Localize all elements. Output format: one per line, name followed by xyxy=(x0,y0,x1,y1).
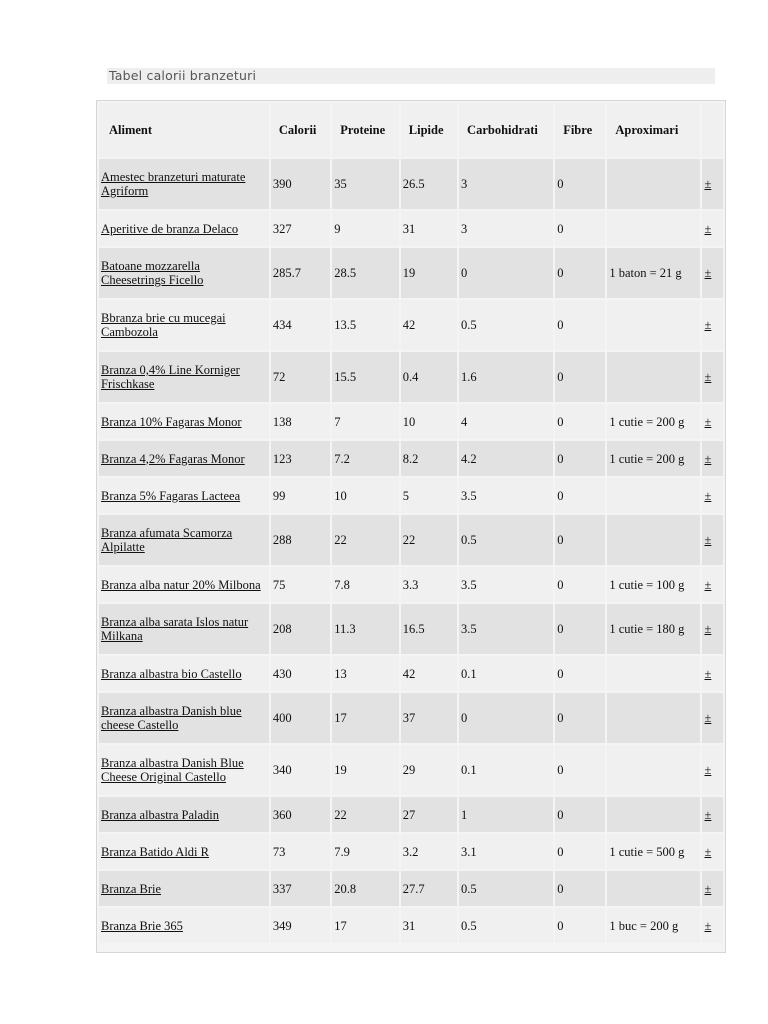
cell-expand xyxy=(702,300,723,350)
cell-proteine: 13 xyxy=(332,656,399,691)
cell-fibre: 0 xyxy=(555,604,605,654)
cell-expand xyxy=(702,693,723,743)
header-aproximari: Aproximari xyxy=(607,103,700,157)
cell-lipide: 10 xyxy=(401,404,457,439)
food-link[interactable]: Amestec branzeturi maturate Agriform xyxy=(101,170,246,198)
food-link[interactable]: Branza Brie 365 xyxy=(101,918,183,933)
cell-lipide: 31 xyxy=(401,908,457,943)
cell-calorii: 138 xyxy=(271,404,330,439)
cell-proteine: 17 xyxy=(332,908,399,943)
cell-calorii: 73 xyxy=(271,834,330,869)
cell-aproximari xyxy=(607,352,700,402)
cell-proteine: 35 xyxy=(332,159,399,209)
cell-carbohidrati: 4 xyxy=(459,404,553,439)
cell-lipide: 3.2 xyxy=(401,834,457,869)
cell-calorii: 400 xyxy=(271,693,330,743)
cell-aliment xyxy=(99,797,269,832)
food-link[interactable]: Branza Brie xyxy=(101,881,162,896)
expand-toggle[interactable]: ± xyxy=(704,918,712,933)
cell-lipide: 26.5 xyxy=(401,159,457,209)
cell-lipide: 42 xyxy=(401,300,457,350)
expand-toggle[interactable]: ± xyxy=(704,221,712,236)
cell-proteine: 17 xyxy=(332,693,399,743)
cell-aproximari xyxy=(607,797,700,832)
cell-proteine: 20.8 xyxy=(332,871,399,906)
cell-aproximari: 1 cutie = 500 g xyxy=(607,834,700,869)
expand-toggle[interactable]: ± xyxy=(704,318,712,332)
expand-toggle[interactable]: ± xyxy=(704,577,712,592)
cell-aproximari: 1 cutie = 200 g xyxy=(607,404,700,439)
table-row xyxy=(99,745,723,795)
header-proteine: Proteine xyxy=(332,103,399,157)
cell-aliment xyxy=(99,300,269,350)
cell-expand xyxy=(702,441,723,476)
expand-toggle[interactable]: ± xyxy=(704,711,712,725)
header-aliment: Aliment xyxy=(99,103,269,157)
page-title: Tabel calorii branzeturi xyxy=(107,68,715,84)
calorie-table-container xyxy=(96,100,726,953)
cell-calorii: 430 xyxy=(271,656,330,691)
table-row xyxy=(99,515,723,565)
expand-toggle[interactable]: ± xyxy=(704,177,712,191)
cell-fibre: 0 xyxy=(555,834,605,869)
food-link[interactable]: Branza 10% Fagaras Monor xyxy=(101,414,242,429)
cell-aliment xyxy=(99,404,269,439)
cell-carbohidrati: 3 xyxy=(459,159,553,209)
cell-proteine: 22 xyxy=(332,515,399,565)
cell-aliment xyxy=(99,248,269,298)
cell-carbohidrati: 0.1 xyxy=(459,745,553,795)
cell-proteine: 13.5 xyxy=(332,300,399,350)
cell-fibre: 0 xyxy=(555,248,605,298)
cell-carbohidrati: 3.5 xyxy=(459,478,553,513)
cell-lipide: 3.3 xyxy=(401,567,457,602)
cell-aliment xyxy=(99,441,269,476)
cell-calorii: 327 xyxy=(271,211,330,246)
cell-carbohidrati: 1 xyxy=(459,797,553,832)
cell-calorii: 288 xyxy=(271,515,330,565)
expand-toggle[interactable]: ± xyxy=(704,622,712,636)
cell-aproximari xyxy=(607,211,700,246)
table-row xyxy=(99,797,723,832)
header-expand xyxy=(702,103,723,157)
cell-aproximari xyxy=(607,656,700,691)
food-link[interactable]: Branza albastra Danish blue cheese Castello xyxy=(101,704,242,732)
cell-calorii: 337 xyxy=(271,871,330,906)
cell-expand xyxy=(702,478,723,513)
cell-aproximari: 1 buc = 200 g xyxy=(607,908,700,943)
cell-fibre: 0 xyxy=(555,211,605,246)
cell-fibre: 0 xyxy=(555,693,605,743)
expand-toggle[interactable]: ± xyxy=(704,488,712,503)
cell-lipide: 22 xyxy=(401,515,457,565)
cell-lipide: 37 xyxy=(401,693,457,743)
cell-lipide: 8.2 xyxy=(401,441,457,476)
cell-proteine: 7 xyxy=(332,404,399,439)
cell-calorii: 123 xyxy=(271,441,330,476)
cell-carbohidrati: 0 xyxy=(459,693,553,743)
cell-carbohidrati: 1.6 xyxy=(459,352,553,402)
cell-expand xyxy=(702,656,723,691)
cell-calorii: 340 xyxy=(271,745,330,795)
food-link[interactable]: Batoane mozzarella Cheesetrings Ficello xyxy=(101,259,204,287)
table-row xyxy=(99,871,723,906)
cell-carbohidrati: 0 xyxy=(459,248,553,298)
cell-calorii: 285.7 xyxy=(271,248,330,298)
food-link[interactable]: Branza alba natur 20% Milbona xyxy=(101,577,261,592)
cell-calorii: 75 xyxy=(271,567,330,602)
cell-aproximari xyxy=(607,515,700,565)
header-lipide: Lipide xyxy=(401,103,457,157)
cell-expand xyxy=(702,515,723,565)
cell-fibre: 0 xyxy=(555,159,605,209)
food-link[interactable]: Branza Batido Aldi R xyxy=(101,844,209,859)
food-link[interactable]: Branza 5% Fagaras Lacteea xyxy=(101,488,241,503)
cell-proteine: 7.2 xyxy=(332,441,399,476)
cell-carbohidrati: 3.5 xyxy=(459,567,553,602)
food-link[interactable]: Branza 0,4% Line Korniger Frischkase xyxy=(101,363,240,391)
cell-aproximari xyxy=(607,693,700,743)
cell-lipide: 0.4 xyxy=(401,352,457,402)
cell-expand xyxy=(702,871,723,906)
table-header-row xyxy=(99,103,723,157)
cell-fibre: 0 xyxy=(555,656,605,691)
cell-proteine: 19 xyxy=(332,745,399,795)
cell-lipide: 27 xyxy=(401,797,457,832)
food-link[interactable]: Bbranza brie cu mucegai Cambozola xyxy=(101,311,226,339)
cell-fibre: 0 xyxy=(555,404,605,439)
cell-aproximari: 1 cutie = 100 g xyxy=(607,567,700,602)
cell-aliment xyxy=(99,159,269,209)
cell-expand xyxy=(702,404,723,439)
food-link[interactable]: Branza albastra Paladin xyxy=(101,807,220,822)
cell-expand xyxy=(702,248,723,298)
cell-aliment xyxy=(99,908,269,943)
table-row xyxy=(99,441,723,476)
cell-expand xyxy=(702,211,723,246)
food-link[interactable]: Branza afumata Scamorza Alpilatte xyxy=(101,526,233,554)
cell-lipide: 42 xyxy=(401,656,457,691)
cell-expand xyxy=(702,908,723,943)
expand-toggle[interactable]: ± xyxy=(704,881,712,896)
cell-fibre: 0 xyxy=(555,797,605,832)
header-calorii: Calorii xyxy=(271,103,330,157)
cell-aliment xyxy=(99,352,269,402)
cell-aliment xyxy=(99,478,269,513)
cell-fibre: 0 xyxy=(555,478,605,513)
expand-toggle[interactable]: ± xyxy=(704,533,712,547)
cell-aliment xyxy=(99,871,269,906)
header-fibre: Fibre xyxy=(555,103,605,157)
cell-aproximari: 1 cutie = 200 g xyxy=(607,441,700,476)
expand-toggle[interactable]: ± xyxy=(704,266,712,280)
cell-expand xyxy=(702,604,723,654)
cell-fibre: 0 xyxy=(555,567,605,602)
cell-proteine: 7.8 xyxy=(332,567,399,602)
food-link[interactable]: Aperitive de branza Delaco xyxy=(101,221,239,236)
table-row xyxy=(99,478,723,513)
cell-aliment xyxy=(99,693,269,743)
cell-proteine: 15.5 xyxy=(332,352,399,402)
table-row xyxy=(99,211,723,246)
cell-aliment xyxy=(99,515,269,565)
cell-aliment xyxy=(99,745,269,795)
table-row xyxy=(99,604,723,654)
table-row xyxy=(99,693,723,743)
table-row xyxy=(99,656,723,691)
cell-lipide: 5 xyxy=(401,478,457,513)
cell-aliment xyxy=(99,567,269,602)
cell-aproximari: 1 cutie = 180 g xyxy=(607,604,700,654)
cell-aproximari: 1 baton = 21 g xyxy=(607,248,700,298)
cell-proteine: 9 xyxy=(332,211,399,246)
cell-carbohidrati: 3.1 xyxy=(459,834,553,869)
cell-carbohidrati: 0.5 xyxy=(459,908,553,943)
cell-lipide: 19 xyxy=(401,248,457,298)
expand-toggle[interactable]: ± xyxy=(704,414,712,429)
food-link[interactable]: Branza 4,2% Fagaras Monor xyxy=(101,451,245,466)
cell-aliment xyxy=(99,211,269,246)
cell-carbohidrati: 0.5 xyxy=(459,871,553,906)
cell-calorii: 390 xyxy=(271,159,330,209)
table-row xyxy=(99,908,723,943)
table-row xyxy=(99,834,723,869)
cell-fibre: 0 xyxy=(555,515,605,565)
cell-carbohidrati: 0.1 xyxy=(459,656,553,691)
cell-lipide: 16.5 xyxy=(401,604,457,654)
cell-expand xyxy=(702,745,723,795)
cell-calorii: 99 xyxy=(271,478,330,513)
cell-proteine: 11.3 xyxy=(332,604,399,654)
header-carbohidrati: Carbohidrati xyxy=(459,103,553,157)
cell-aliment xyxy=(99,656,269,691)
cell-aliment xyxy=(99,834,269,869)
table-row xyxy=(99,248,723,298)
expand-toggle[interactable]: ± xyxy=(704,763,712,777)
cell-expand xyxy=(702,567,723,602)
food-link[interactable]: Branza alba sarata Islos natur Milkana xyxy=(101,615,249,643)
cell-aliment xyxy=(99,604,269,654)
table-row xyxy=(99,567,723,602)
cell-fibre: 0 xyxy=(555,441,605,476)
cell-aproximari xyxy=(607,871,700,906)
cell-fibre: 0 xyxy=(555,745,605,795)
cell-fibre: 0 xyxy=(555,352,605,402)
table-row xyxy=(99,352,723,402)
cell-calorii: 72 xyxy=(271,352,330,402)
food-link[interactable]: Branza albastra Danish Blue Cheese Original Castello xyxy=(101,756,244,784)
cell-lipide: 31 xyxy=(401,211,457,246)
cell-aproximari xyxy=(607,745,700,795)
cell-proteine: 10 xyxy=(332,478,399,513)
cell-calorii: 360 xyxy=(271,797,330,832)
cell-carbohidrati: 0.5 xyxy=(459,300,553,350)
cell-calorii: 434 xyxy=(271,300,330,350)
cell-lipide: 27.7 xyxy=(401,871,457,906)
cell-carbohidrati: 3.5 xyxy=(459,604,553,654)
expand-toggle[interactable]: ± xyxy=(704,666,712,681)
cell-expand xyxy=(702,834,723,869)
cell-expand xyxy=(702,352,723,402)
table-row xyxy=(99,159,723,209)
cell-aproximari xyxy=(607,300,700,350)
cell-fibre: 0 xyxy=(555,908,605,943)
expand-toggle[interactable]: ± xyxy=(704,844,712,859)
cell-carbohidrati: 0.5 xyxy=(459,515,553,565)
cell-aproximari xyxy=(607,478,700,513)
calorie-table xyxy=(97,101,725,945)
table-row xyxy=(99,300,723,350)
table-row xyxy=(99,404,723,439)
cell-aproximari xyxy=(607,159,700,209)
cell-lipide: 29 xyxy=(401,745,457,795)
expand-toggle[interactable]: ± xyxy=(704,807,712,822)
cell-carbohidrati: 3 xyxy=(459,211,553,246)
cell-calorii: 349 xyxy=(271,908,330,943)
cell-fibre: 0 xyxy=(555,300,605,350)
cell-expand xyxy=(702,159,723,209)
cell-expand xyxy=(702,797,723,832)
cell-proteine: 7.9 xyxy=(332,834,399,869)
cell-calorii: 208 xyxy=(271,604,330,654)
cell-fibre: 0 xyxy=(555,871,605,906)
expand-toggle[interactable]: ± xyxy=(704,451,712,466)
cell-proteine: 22 xyxy=(332,797,399,832)
cell-proteine: 28.5 xyxy=(332,248,399,298)
expand-toggle[interactable]: ± xyxy=(704,370,712,384)
food-link[interactable]: Branza albastra bio Castello xyxy=(101,666,242,681)
cell-carbohidrati: 4.2 xyxy=(459,441,553,476)
